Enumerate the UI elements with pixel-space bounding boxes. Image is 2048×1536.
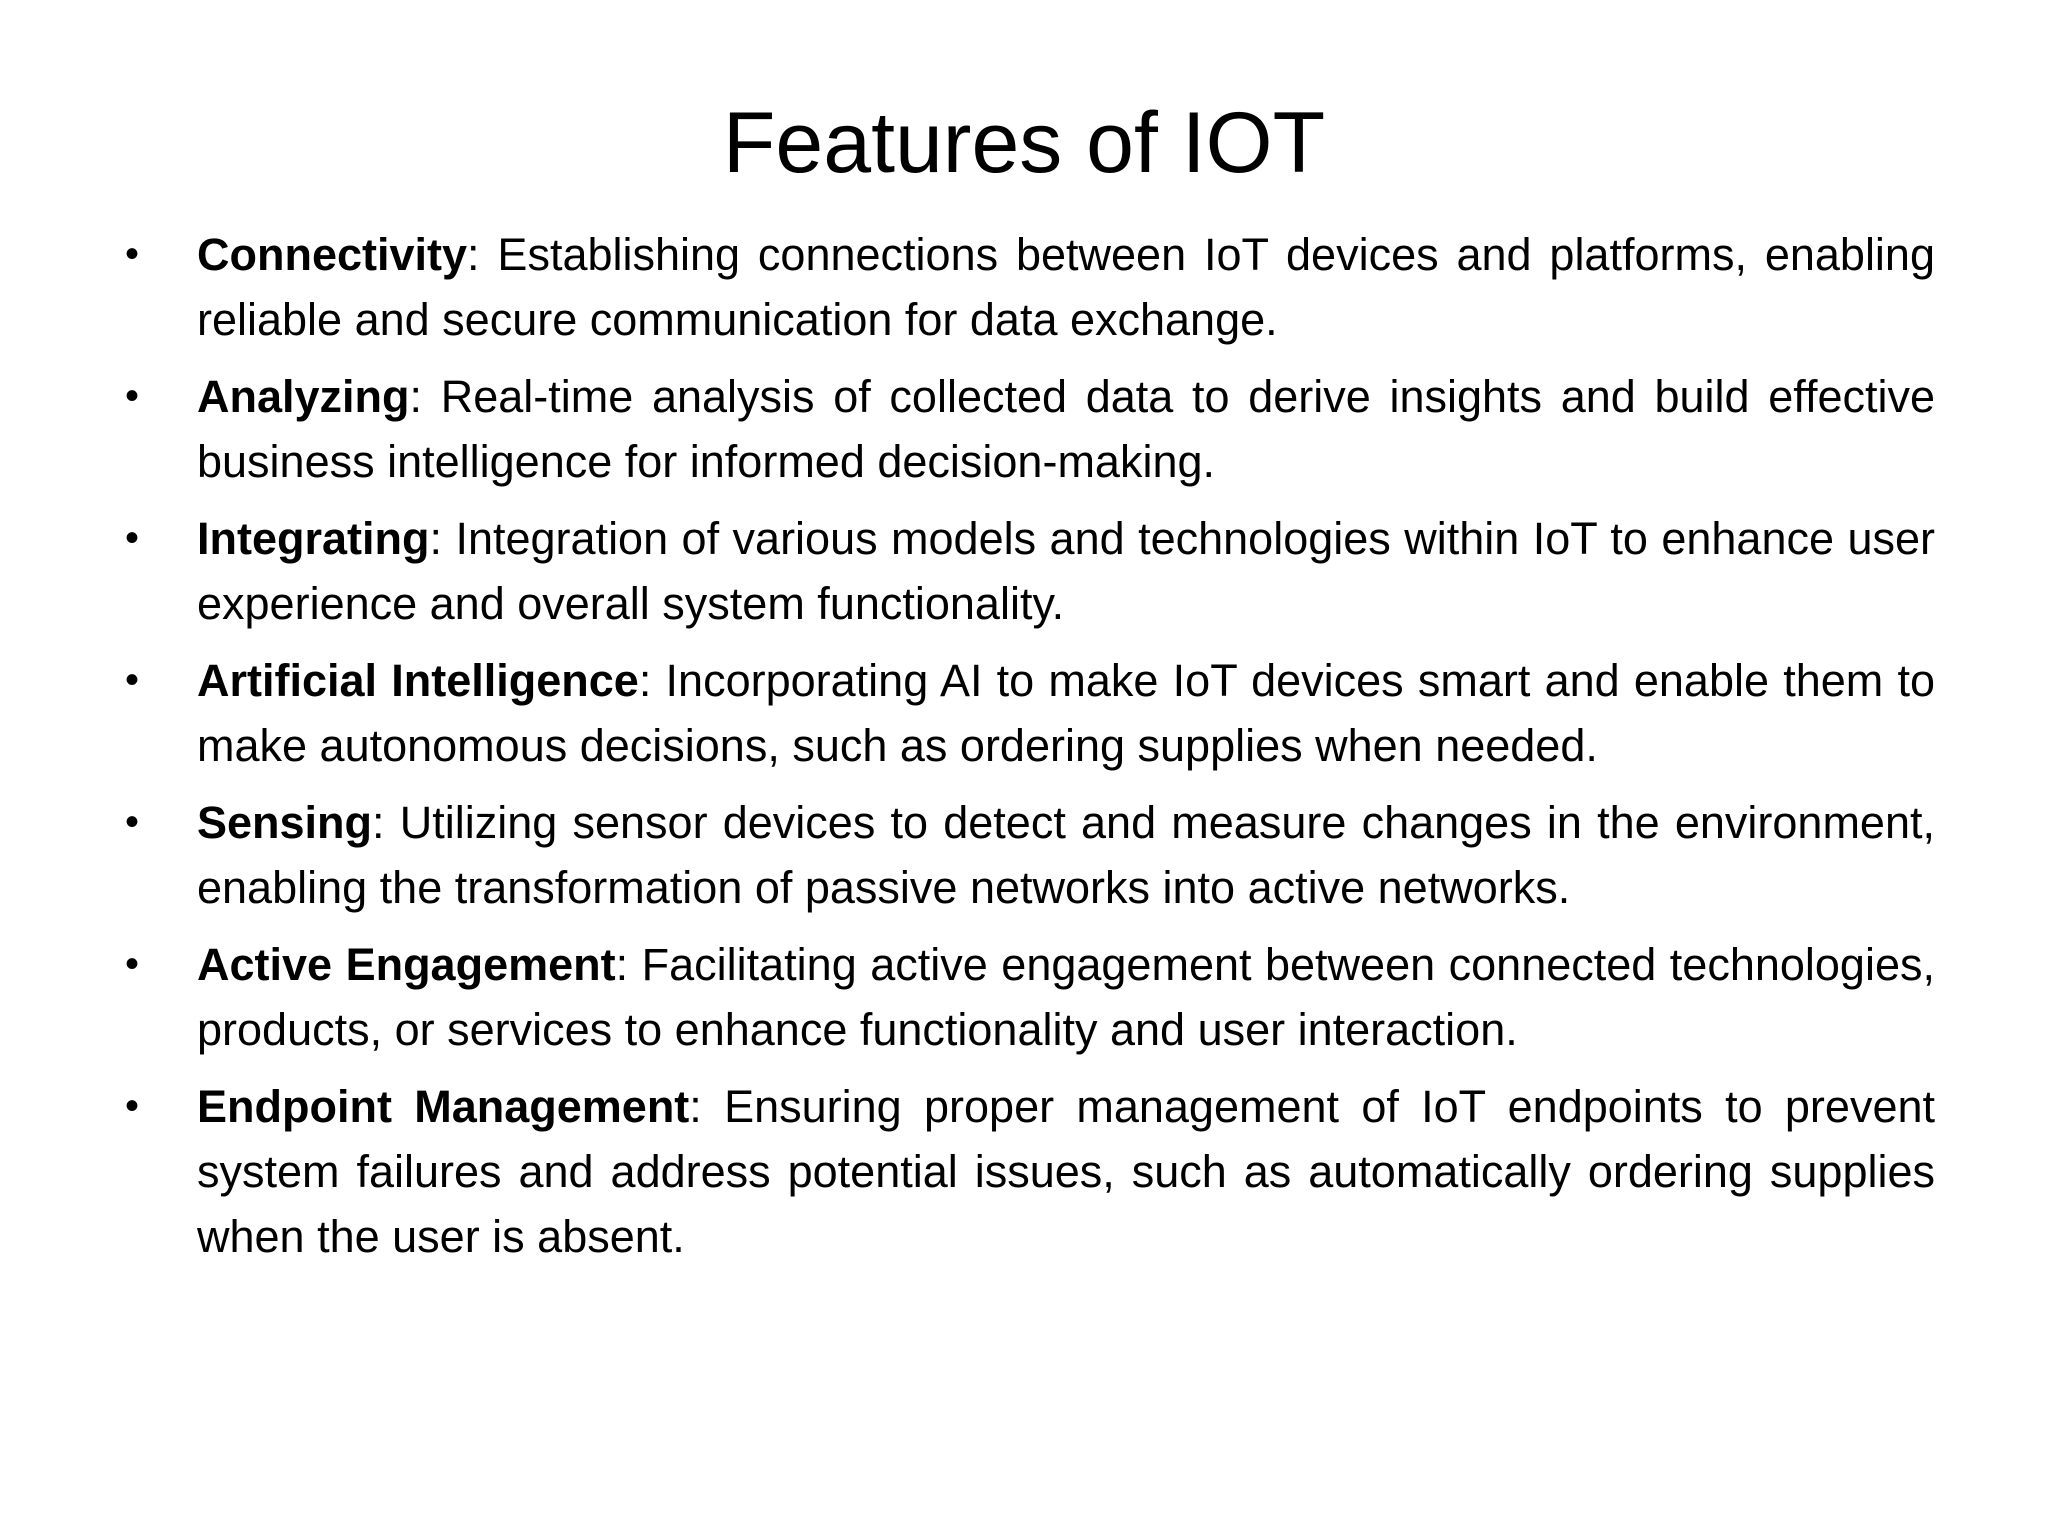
feature-term: Endpoint Management [197, 1081, 690, 1132]
term-separator: : [615, 939, 629, 990]
feature-term: Integrating [197, 513, 430, 564]
term-separator: : [409, 371, 423, 422]
feature-description: Ensuring proper management of IoT endpoints to prevent system failures and address potential issues, such as automatically ordering supplies when the user is absent. [197, 1081, 1936, 1262]
feature-description: Utilizing sensor devices to detect and measure changes in the environment, enabling the transformation of passive networks into active networks. [197, 797, 1935, 913]
bullet-list [125, 222, 1935, 1281]
bullet-icon: • [125, 516, 140, 560]
feature-term: Connectivity [197, 229, 468, 280]
list-item-analyzing [125, 364, 1935, 494]
feature-term: Sensing [197, 797, 373, 848]
feature-description: Integration of various models and technologies within IoT to enhance user experience and overall system functionality. [197, 513, 1935, 629]
term-separator: : [689, 1081, 702, 1132]
slide-title: Features of IOT [722, 95, 1326, 191]
list-item-connectivity [125, 222, 1935, 352]
term-separator: : [429, 513, 443, 564]
list-item-sensing [125, 790, 1935, 920]
list-item-active-engagement [125, 932, 1935, 1062]
bullet-icon: • [125, 800, 140, 844]
feature-description: Facilitating active engagement between connected technologies, products, or services to enhance functionality and user interaction. [197, 939, 1935, 1055]
term-separator: : [638, 655, 652, 706]
bullet-icon: • [125, 232, 140, 276]
bullet-icon: • [125, 374, 140, 418]
feature-description: Establishing connections between IoT devices and platforms, enabling reliable and secure communication for data exchange. [197, 229, 1935, 345]
list-item-integrating [125, 506, 1935, 636]
term-separator: : [467, 229, 480, 280]
feature-description: Real-time analysis of collected data to derive insights and build effective business intelligence for informed decision-making. [197, 371, 1935, 487]
list-item-endpoint-management [125, 1074, 1935, 1269]
bullet-icon: • [125, 942, 140, 986]
feature-term: Artificial Intelligence [197, 655, 639, 706]
bullet-icon: • [125, 658, 140, 702]
feature-term: Active Engagement [197, 939, 616, 990]
feature-description: Incorporating AI to make IoT devices smart and enable them to make autonomous decisions, such as ordering supplies when needed. [197, 655, 1935, 771]
feature-term: Analyzing [197, 371, 410, 422]
bullet-icon: • [125, 1084, 140, 1128]
term-separator: : [372, 797, 385, 848]
list-item-artificial-intelligence [125, 648, 1935, 778]
